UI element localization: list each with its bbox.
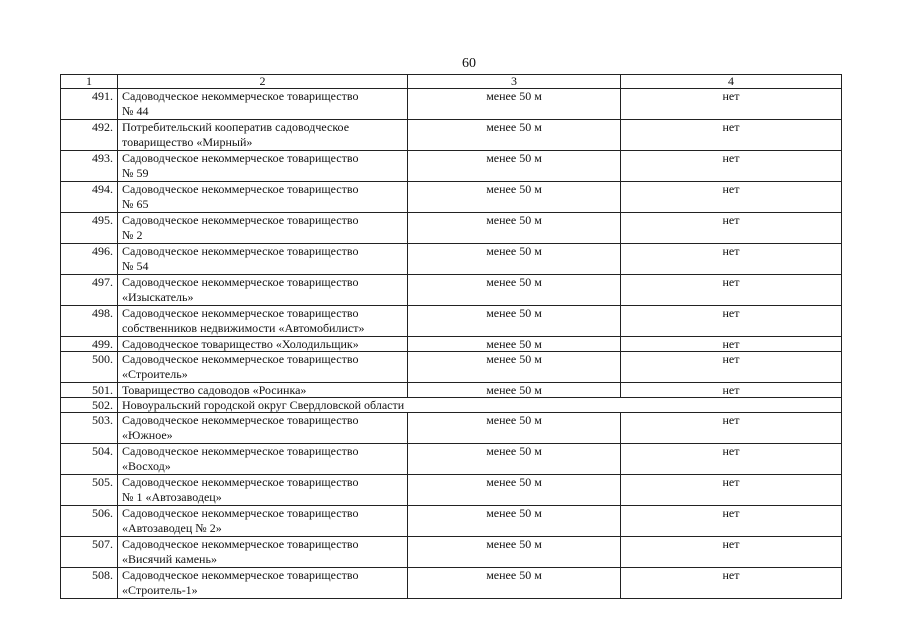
organization-name-line: «Строитель-1»	[122, 583, 198, 597]
organization-name-line: «Строитель»	[122, 367, 188, 381]
table-row	[61, 506, 842, 537]
organization-name-line: «Восход»	[122, 459, 171, 473]
organization-name	[118, 352, 408, 383]
table-row	[61, 89, 842, 120]
distance-value: менее 50 м	[408, 306, 621, 337]
distance-value: менее 50 м	[408, 275, 621, 306]
organization-name-line: № 54	[122, 259, 149, 273]
table-row	[61, 275, 842, 306]
flag-value: нет	[621, 120, 842, 151]
row-number: 496.	[61, 244, 118, 275]
flag-value: нет	[621, 444, 842, 475]
organization-name-line: Потребительский кооператив садоводческое	[122, 120, 350, 134]
row-number: 498.	[61, 306, 118, 337]
organization-name-line: № 59	[122, 166, 149, 180]
distance-value: менее 50 м	[408, 413, 621, 444]
flag-value: нет	[621, 352, 842, 383]
organization-name	[118, 568, 408, 599]
table-body	[61, 89, 842, 599]
flag-value: нет	[621, 244, 842, 275]
organization-name	[118, 506, 408, 537]
distance-value: менее 50 м	[408, 506, 621, 537]
distance-value: менее 50 м	[408, 120, 621, 151]
organization-name	[118, 89, 408, 120]
row-number: 495.	[61, 213, 118, 244]
organization-name-line: Садоводческое некоммерческое товарищество	[122, 306, 359, 320]
organization-name-line: Садоводческое некоммерческое товарищество	[122, 506, 359, 520]
column-header: 4	[621, 75, 842, 89]
organization-name-line: Садоводческое некоммерческое товарищество	[122, 568, 359, 582]
row-number: 494.	[61, 182, 118, 213]
organization-name-line: Садоводческое некоммерческое товарищество	[122, 475, 359, 489]
table-row	[61, 352, 842, 383]
organization-name-line: № 2	[122, 228, 143, 242]
table-row	[61, 151, 842, 182]
section-row	[61, 398, 842, 413]
organization-name-line: Садоводческое некоммерческое товарищество	[122, 275, 359, 289]
organization-name	[118, 444, 408, 475]
table-row	[61, 213, 842, 244]
organization-name-line: Садоводческое некоммерческое товарищество	[122, 182, 359, 196]
row-number: 497.	[61, 275, 118, 306]
distance-value: менее 50 м	[408, 337, 621, 352]
table-row	[61, 182, 842, 213]
flag-value: нет	[621, 182, 842, 213]
distance-value: менее 50 м	[408, 537, 621, 568]
table-row	[61, 537, 842, 568]
organization-name-line: собственников недвижимости «Автомобилист»	[122, 321, 365, 335]
table-row	[61, 413, 842, 444]
table-row	[61, 383, 842, 398]
page-number: 60	[462, 56, 476, 71]
table-row	[61, 120, 842, 151]
row-number: 503.	[61, 413, 118, 444]
distance-value: менее 50 м	[408, 475, 621, 506]
section-title: Новоуральский городской округ Свердловской области	[118, 398, 842, 413]
column-header: 3	[408, 75, 621, 89]
flag-value: нет	[621, 337, 842, 352]
organization-name	[118, 213, 408, 244]
flag-value: нет	[621, 568, 842, 599]
table-row	[61, 306, 842, 337]
organization-name-line: «Изыскатель»	[122, 290, 194, 304]
row-number: 504.	[61, 444, 118, 475]
flag-value: нет	[621, 151, 842, 182]
flag-value: нет	[621, 306, 842, 337]
organization-name-line: «Южное»	[122, 428, 173, 442]
organization-name	[118, 151, 408, 182]
row-number: 491.	[61, 89, 118, 120]
table-row	[61, 337, 842, 352]
organization-name-line: «Висячий камень»	[122, 552, 217, 566]
distance-value: менее 50 м	[408, 182, 621, 213]
organization-name-line: Садоводческое некоммерческое товарищество	[122, 89, 359, 103]
row-number: 493.	[61, 151, 118, 182]
organization-name-line: «Автозаводец № 2»	[122, 521, 222, 535]
table-row	[61, 244, 842, 275]
table-row	[61, 568, 842, 599]
organization-name	[118, 475, 408, 506]
organization-name-line: Садоводческое товарищество «Холодильщик»	[122, 337, 359, 351]
organization-name	[118, 537, 408, 568]
organization-name-line: Садоводческое некоммерческое товарищество	[122, 244, 359, 258]
distance-value: менее 50 м	[408, 89, 621, 120]
table-row	[61, 444, 842, 475]
organization-name	[118, 244, 408, 275]
flag-value: нет	[621, 506, 842, 537]
organization-name-line: Садоводческое некоммерческое товарищество	[122, 413, 359, 427]
flag-value: нет	[621, 275, 842, 306]
organization-name-line: Садоводческое некоммерческое товарищество	[122, 537, 359, 551]
flag-value: нет	[621, 383, 842, 398]
organization-name-line: товарищество «Мирный»	[122, 135, 253, 149]
distance-value: менее 50 м	[408, 383, 621, 398]
distance-value: менее 50 м	[408, 568, 621, 599]
row-number: 499.	[61, 337, 118, 352]
distance-value: менее 50 м	[408, 151, 621, 182]
distance-value: менее 50 м	[408, 352, 621, 383]
organization-name	[118, 413, 408, 444]
organization-name-line: Садоводческое некоммерческое товарищество	[122, 151, 359, 165]
organization-name-line: Садоводческое некоммерческое товарищество	[122, 444, 359, 458]
organization-name-line: Садоводческое некоммерческое товарищество	[122, 213, 359, 227]
row-number: 508.	[61, 568, 118, 599]
row-number: 502.	[61, 398, 118, 413]
row-number: 500.	[61, 352, 118, 383]
distance-value: менее 50 м	[408, 213, 621, 244]
document-table	[60, 74, 842, 599]
organization-name-line: Садоводческое некоммерческое товарищество	[122, 352, 359, 366]
organization-name-line: № 65	[122, 197, 149, 211]
organization-name-line: № 1 «Автозаводец»	[122, 490, 222, 504]
organization-name-line: № 44	[122, 104, 149, 118]
column-header: 2	[118, 75, 408, 89]
distance-value: менее 50 м	[408, 244, 621, 275]
organization-name	[118, 182, 408, 213]
row-number: 501.	[61, 383, 118, 398]
row-number: 507.	[61, 537, 118, 568]
row-number: 506.	[61, 506, 118, 537]
column-header: 1	[61, 75, 118, 89]
organization-name	[118, 275, 408, 306]
organization-name	[118, 306, 408, 337]
table-row	[61, 475, 842, 506]
table-header-row	[61, 75, 842, 89]
row-number: 492.	[61, 120, 118, 151]
flag-value: нет	[621, 413, 842, 444]
flag-value: нет	[621, 89, 842, 120]
row-number: 505.	[61, 475, 118, 506]
organization-name	[118, 120, 408, 151]
flag-value: нет	[621, 213, 842, 244]
distance-value: менее 50 м	[408, 444, 621, 475]
organization-name	[118, 383, 408, 398]
flag-value: нет	[621, 475, 842, 506]
flag-value: нет	[621, 537, 842, 568]
organization-name	[118, 337, 408, 352]
organization-name-line: Товарищество садоводов «Росинка»	[122, 383, 307, 397]
